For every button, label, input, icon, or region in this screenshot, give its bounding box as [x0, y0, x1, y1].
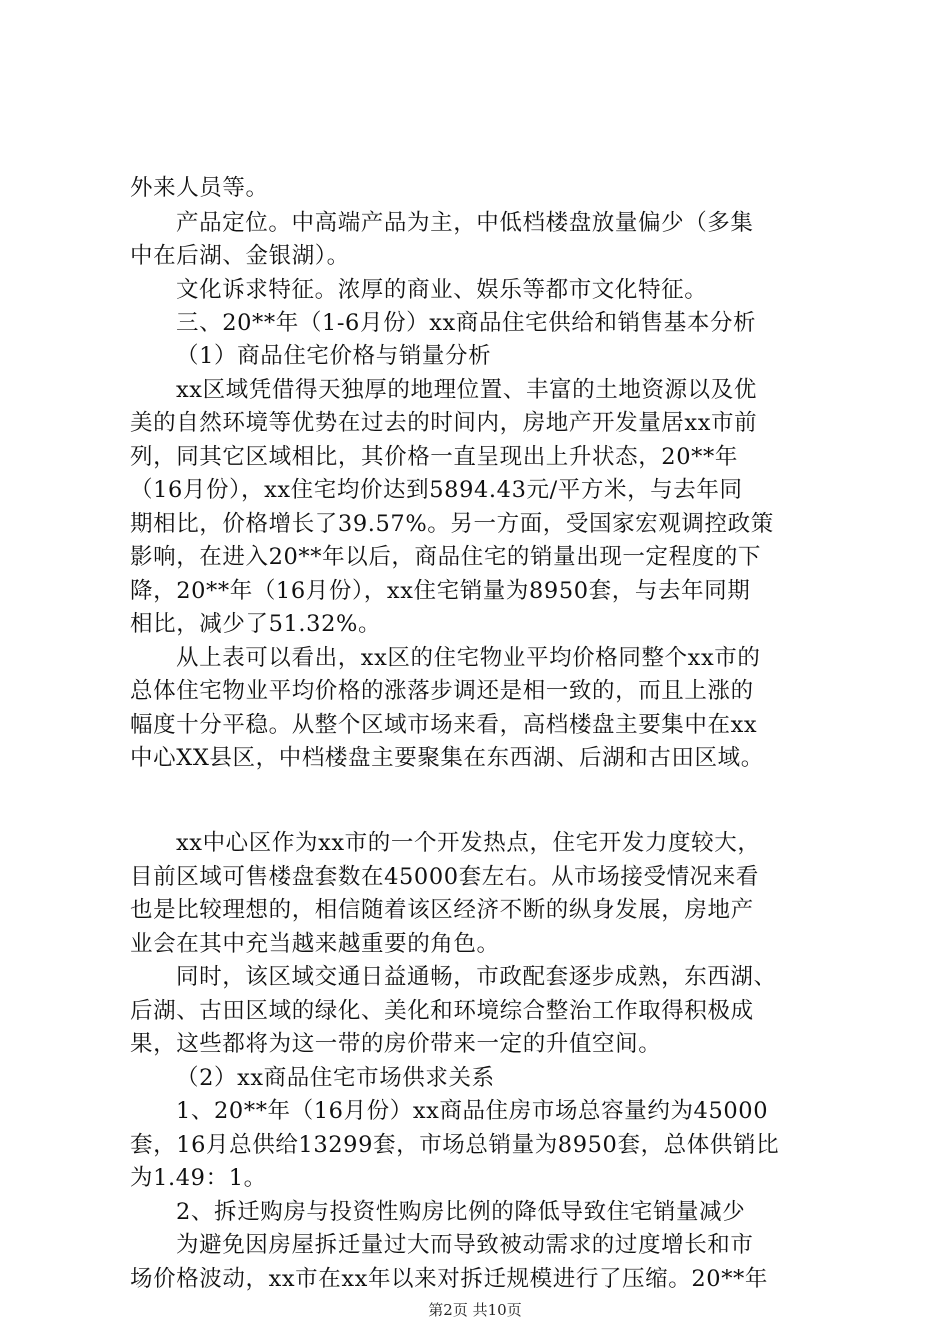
- text-line: 外来人员等。: [130, 175, 269, 201]
- text-line: 中心XX县区，中档楼盘主要聚集在东西湖、后湖和古田区域。: [130, 745, 764, 771]
- text-line: xx中心区作为xx市的一个开发热点，住宅开发力度较大，: [176, 830, 761, 856]
- text-line: 幅度十分平稳。从整个区域市场来看，高档楼盘主要集中在xx: [130, 712, 758, 738]
- text-line: 产品定位。中高端产品为主，中低档楼盘放量偏少（多集: [176, 210, 754, 236]
- text-line: 列，同其它区域相比，其价格一直呈现出上升状态，20**年: [130, 444, 738, 470]
- text-line: 中在后湖、金银湖）。: [130, 243, 350, 269]
- text-line: 目前区域可售楼盘套数在45000套左右。从市场接受情况来看: [130, 864, 759, 890]
- text-line: 美的自然环境等优势在过去的时间内，房地产开发量居xx市前: [130, 410, 758, 436]
- text-line: 影响，在进入20**年以后，商品住宅的销量出现一定程度的下: [130, 544, 762, 570]
- text-line: 相比，减少了51.32%。: [130, 611, 382, 637]
- text-line: 为1.49：1。: [130, 1165, 267, 1191]
- page-footer: 第2页 共10页: [428, 1301, 522, 1319]
- text-line: （16月份），xx住宅均价达到5894.43元/平方米，与去年同: [130, 477, 743, 503]
- text-line: 期相比，价格增长了39.57%。另一方面，受国家宏观调控政策: [130, 511, 774, 537]
- text-line: 后湖、古田区域的绿化、美化和环境综合整治工作取得积极成: [130, 998, 754, 1024]
- text-line: 1、20**年（16月份）xx商品住房市场总容量约为45000: [176, 1098, 769, 1124]
- text-line: 降，20**年（16月份），xx住宅销量为8950套，与去年同期: [130, 578, 751, 604]
- text-line: 场价格波动，xx市在xx年以来对拆迁规模进行了压缩。20**年: [130, 1266, 768, 1292]
- text-line: 业会在其中充当越来越重要的角色。: [130, 931, 500, 957]
- text-line: 套，16月总供给13299套，市场总销量为8950套，总体供销比: [130, 1132, 780, 1158]
- text-line: 2、拆迁购房与投资性购房比例的降低导致住宅销量减少: [176, 1199, 746, 1225]
- text-line: 总体住宅物业平均价格的涨落步调还是相一致的，而且上涨的: [130, 678, 754, 704]
- text-line: 从上表可以看出，xx区的住宅物业平均价格同整个xx市的: [176, 645, 761, 671]
- text-line: 果，这些都将为这一带的房价带来一定的升值空间。: [130, 1031, 662, 1057]
- text-line: xx区域凭借得天独厚的地理位置、丰富的土地资源以及优: [176, 377, 757, 403]
- text-line: 文化诉求特征。浓厚的商业、娱乐等都市文化特征。: [176, 277, 708, 303]
- text-line: 也是比较理想的，相信随着该区经济不断的纵身发展，房地产: [130, 897, 754, 923]
- subsection-heading: （1）商品住宅价格与销量分析: [176, 343, 492, 369]
- section-heading: 三、20**年（1-6月份）xx商品住宅供给和销售基本分析: [176, 310, 757, 336]
- subsection-heading: （2）xx商品住宅市场供求关系: [176, 1065, 495, 1091]
- text-line: 同时，该区域交通日益通畅，市政配套逐步成熟，东西湖、: [176, 964, 777, 990]
- text-line: 为避免因房屋拆迁量过大而导致被动需求的过度增长和市: [176, 1232, 754, 1258]
